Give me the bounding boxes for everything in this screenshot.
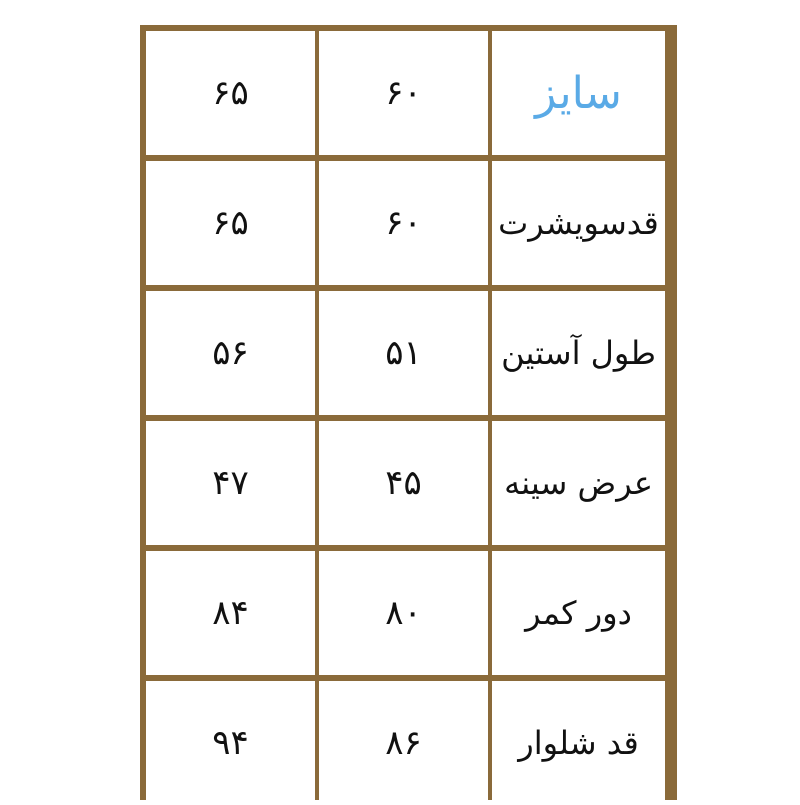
cell-waist-65: ۸۴ bbox=[146, 551, 315, 675]
cell-chest-width-65: ۴۷ bbox=[146, 421, 315, 545]
cell-size-65: ۶۵ bbox=[146, 31, 315, 155]
row-label-chest-width: عرض سینه bbox=[492, 421, 665, 545]
cell-sweatshirt-length-60: ۶۰ bbox=[319, 161, 488, 285]
size-chart-table bbox=[140, 25, 677, 800]
cell-pants-length-65: ۹۴ bbox=[146, 681, 315, 805]
cell-sweatshirt-length-65: ۶۵ bbox=[146, 161, 315, 285]
row-label-sleeve-length: طول آستین bbox=[492, 291, 665, 415]
row-label-pants-length: قد شلوار bbox=[492, 681, 665, 805]
row-label-sweatshirt-length: قدسویشرت bbox=[492, 161, 665, 285]
row-label-waist: دور کمر bbox=[492, 551, 665, 675]
cell-pants-length-60: ۸۶ bbox=[319, 681, 488, 805]
cell-size-60: ۶۰ bbox=[319, 31, 488, 155]
cell-sleeve-length-65: ۵۶ bbox=[146, 291, 315, 415]
row-label-size: سایز bbox=[492, 31, 665, 155]
cell-sleeve-length-60: ۵۱ bbox=[319, 291, 488, 415]
cell-chest-width-60: ۴۵ bbox=[319, 421, 488, 545]
cell-waist-60: ۸۰ bbox=[319, 551, 488, 675]
